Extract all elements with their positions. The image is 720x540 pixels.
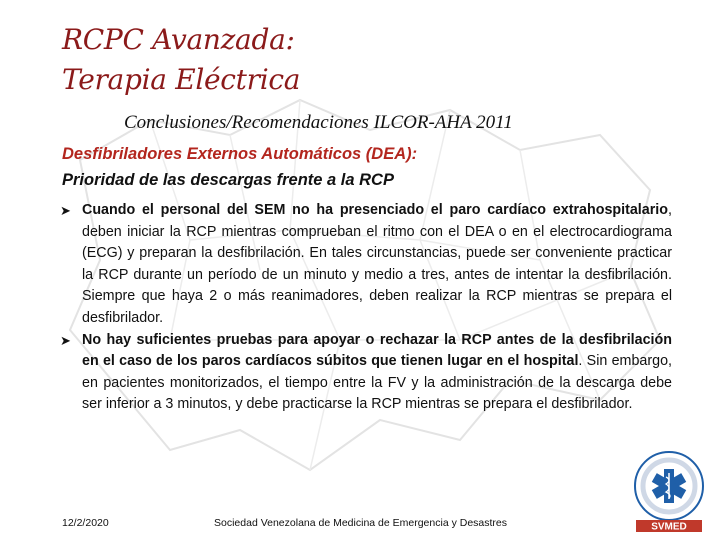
svmed-logo	[628, 448, 710, 534]
section-subheading: Prioridad de las descargas frente a la RCP	[62, 171, 394, 189]
arrow-bullet-icon: ➤	[60, 332, 71, 348]
bullet-item	[60, 200, 672, 330]
bullet-list	[60, 200, 672, 416]
slide-title	[62, 20, 300, 100]
footer-organization: Sociedad Venezolana de Medicina de Emergencia y Desastres	[214, 517, 508, 529]
bullet-text: . Sin embargo, en pacientes monitorizados, el tiempo entre la FV y la administración de la descarga debe ser inferior a 3 minutos, y debe practicarse la RCP mientras se prepara el desfibrilador.	[82, 353, 672, 413]
slide-subtitle: Conclusiones/Recomendaciones ILCOR-AHA 2011	[124, 112, 513, 133]
bullet-bold-text: No hay suficientes pruebas para apoyar o rechazar la RCP antes de la desfibrilación en el caso de los paros cardíacos súbitos que tienen lugar en el hospital	[82, 331, 672, 370]
title-line-1: RCPC Avanzada:	[62, 23, 295, 56]
arrow-bullet-icon: ➤	[60, 203, 71, 218]
section-heading: Desfibriladores Externos Automáticos (DEA):	[62, 145, 418, 163]
bullet-text: , deben iniciar la RCP mientras comprueban el ritmo con el DEA o en el electrocardiograma (ECG) y preparan la desfibrilación. En tales circunstancias, puede ser conveniente practicar la RCP durante un período de un minuto y medio a tres, antes de intentar la desfibrilación. Siempre que haya 2 o más reanimadores, deben realizar la RCP mientras se prepara el desfibrilador.	[82, 202, 672, 326]
title-line-2: Terapia Eléctrica	[62, 63, 301, 96]
logo-text: SVMED	[651, 521, 687, 533]
bullet-item	[60, 330, 672, 416]
bullet-bold-text: Cuando el personal del SEM no ha presenciado el paro cardíaco extrahospitalario	[82, 202, 669, 218]
footer-date: 12/2/2020	[62, 517, 109, 529]
